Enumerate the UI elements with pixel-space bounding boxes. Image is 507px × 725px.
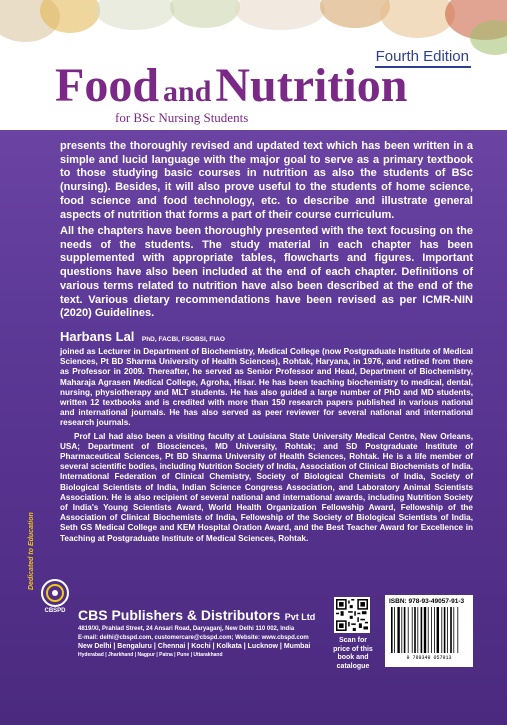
title-nutrition: Nutrition: [215, 59, 408, 112]
description-paragraph-1: presents the thoroughly revised and updated text which has been written in a simple and lucid language with the major goal to serve as a primary textbook to those studying basic courses in nutrition as also the students of BSc (nursing). Besides, it will also prove useful to the students of home science, food science and food technology, etc. to describe and illustrate general aspects of nutrition that forms a part of their course curriculum.: [60, 140, 473, 221]
publisher-address: 4819/XI, Prahlad Street, 24 Ansari Road, Daryaganj, New Delhi 110 002, India: [78, 626, 295, 632]
edition-label: Fourth Edition: [375, 48, 469, 65]
cover-header: [0, 0, 507, 130]
qr-caption: Scan for price of this book and catalogue: [333, 637, 373, 670]
barcode-digits: 9 789349 057913: [406, 655, 452, 661]
publisher-name: CBS Publishers & Distributors: [78, 607, 281, 623]
publisher-contact: E-mail: delhi@cbspd.com, customercare@cbspd.com; Website: www.cbspd.com: [78, 634, 309, 641]
book-subtitle: for BSc Nursing Students: [115, 110, 249, 125]
author-bio-1: joined as Lecturer in Department of Biochemistry, Medical College (now Postgraduate Institute of Medical Sciences, Pt BD Sharma University of Health Sciences), Rohtak, Haryana, in 1976, and retired from there as Professor in 2009. Thereafter, he served as Senior Professor and Head, Department of Biochemistry, Maharaja Agrasen Medical College, Agroha, Hisar. He has been teaching biochemistry to medical, dental, nursing, physiotherapy and MLT students. He has also guided a large number of PhD and MD students, written 12 textbooks and is credited with more than 150 research papers published in various national and international journals. He has also served as peer reviewer for several national and international research journals.: [60, 347, 473, 428]
author-heading: [60, 328, 473, 346]
isbn-barcode: [385, 595, 473, 667]
description-paragraph-2: All the chapters have been thoroughly presented with the text focusing on the needs of the students. The study material in each chapter has been supplemented with appropriate tables, flowcharts and figures. Important questions have also been included at the end of each chapter. Definitions of various terms related to nutrition have also been described at the end of the text. Various dietary recommendations have been revised as per ICMR-NIN (2020) Guidelines.: [60, 225, 473, 320]
isbn-text: ISBN: 978-93-49057-91-3: [389, 598, 465, 605]
author-credentials: PhD, FACBI, FSOBSI, FIAO: [141, 336, 225, 343]
publisher-suffix: Pvt Ltd: [284, 612, 316, 622]
barcode-icon: [389, 607, 469, 657]
book-title: [55, 58, 407, 113]
publisher-heading: [78, 607, 338, 625]
title-and: and: [163, 75, 212, 108]
qr-code-icon[interactable]: [334, 597, 370, 633]
author-section: [60, 328, 473, 544]
publisher-info: [78, 607, 338, 659]
publisher-cities-secondary: Hyderabad | Jharkhand | Nagpur | Patna | Pune | Uttarakhand: [78, 652, 223, 658]
dedicated-to-education-text: Dedicated to Education: [28, 512, 35, 590]
author-bio-2: Prof Lal had also been a visiting faculty at Louisiana State University Medical Centre, New Orleans, USA; Department of Biosciences, MD University, Rohtak; and SD Postgraduate Institute of Pharmaceutical Sciences, Pt BD Sharma University of Health Sciences, Rohtak. He is a life member of several scientific bodies, including Nutrition Society of India, Association of Clinical Biochemists of India, International Federation of Clinical Chemistry, Society of Biological Chemists of India, Society of Biological Scientists of India, Indian Science Congress Association, and Laboratory Animal Scientists Association. He is also recipient of several national and international awards, including Nutrition Society of India's Young Scientists Award, World Health Organization Fellowship Award, Fellowship of the Association of Clinical Biochemists of India, Fellowship of the Society of Biological Scientists of India, Seth GS Medical College and KEM Hospital Oration Award, and the Best Teacher Award for Excellence in Teaching at Postgraduate Institute of Medical Sciences, Rohtak.: [60, 431, 473, 543]
publisher-cities: New Delhi | Bengaluru | Chennai | Kochi | Kolkata | Lucknow | Mumbai: [78, 643, 311, 650]
author-name: Harbans Lal: [60, 329, 135, 344]
title-food: Food: [55, 59, 160, 112]
cbspd-logo-label: CBSPD: [44, 608, 66, 614]
cbspd-logo-icon: [40, 578, 70, 608]
back-cover-panel: [0, 130, 507, 725]
